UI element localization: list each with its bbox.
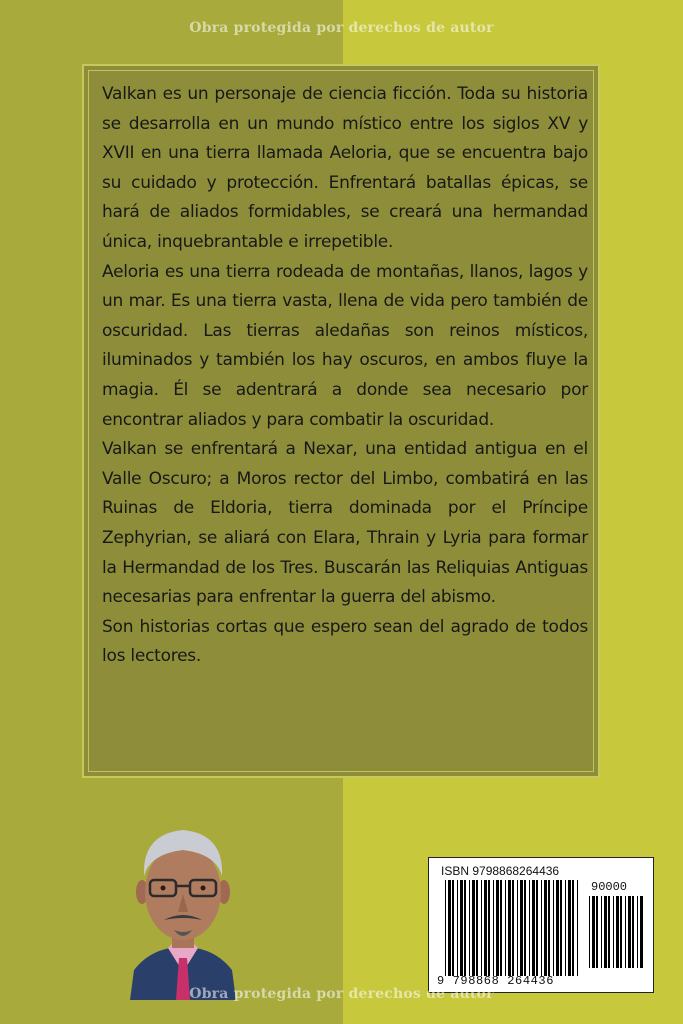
synopsis-paragraph: Son historias cortas que espero sean del agrado de todos los lectores. (102, 616, 588, 667)
price-code: 90000 (591, 880, 628, 894)
copyright-watermark-bottom: Obra protegida por derechos de autor (189, 986, 494, 1002)
synopsis-paragraph: Valkan es un personaje de ciencia ficción. Toda su historia se desarrolla en un mundo místico entre los siglos XV y XVII en una tierra llamada Aeloria, que se encuentra bajo su cuidado y protección. Enfrentará batallas épicas, se hará de aliados formidables, se creará una hermandad única, inquebrantable e irrepetible. (102, 84, 588, 252)
isbn-barcode (428, 857, 654, 993)
synopsis-panel (82, 64, 600, 778)
barcode-digits: 9 798868 264436 (437, 974, 555, 988)
author-photo (128, 820, 238, 1000)
synopsis-paragraph: Aeloria es una tierra rodeada de montañas, llanos, lagos y un mar. Es una tierra vasta, llena de vida pero también de oscuridad. Las tierras aledañas son reinos místicos, iluminados y también los hay oscuros, en ambos fluye la magia. Él se adentrará a donde sea necesario por encontrar aliados y para combatir la oscuridad. (102, 261, 588, 430)
synopsis-paragraph: Valkan se enfrentará a Nexar, una entidad antigua en el Valle Oscuro; a Moros rector del Limbo, combatirá en las Ruinas de Eldoria, tierra dominada por el Príncipe Zephyrian, se aliará con Elara, Thrain y Lyria para formar la Hermandad de los Tres. Buscarán las Reliquias Antiguas necesarias para enfrentar la guerra del abismo. (102, 439, 588, 608)
synopsis-text (102, 80, 588, 672)
addon-barcode-bars-icon (589, 896, 645, 968)
copyright-watermark-top: Obra protegida por derechos de autor (189, 20, 494, 36)
barcode-bars-icon (445, 880, 581, 976)
isbn-label: ISBN 9798868264436 (441, 864, 560, 878)
